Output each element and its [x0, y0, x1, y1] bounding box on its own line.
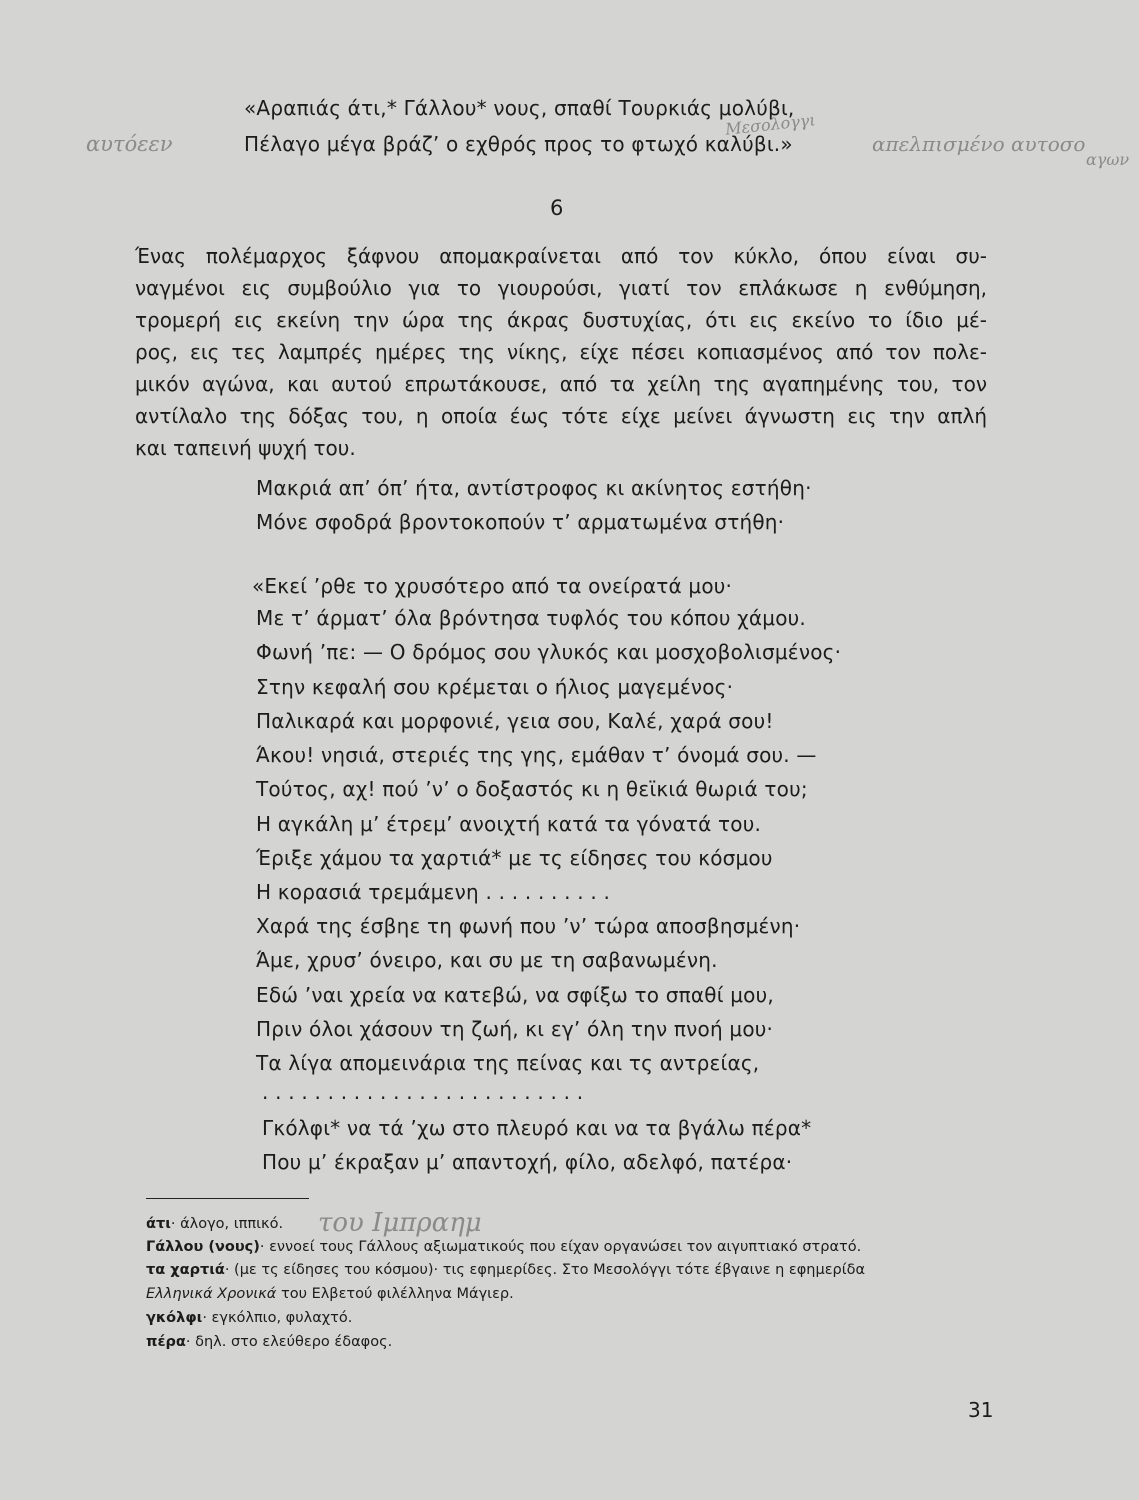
- handwritten-note-left: αυτόεεν: [86, 132, 173, 156]
- verse-line: Με τ’ άρματ’ όλα βρόντησα τυφλός του κόπου χάμου.: [256, 606, 806, 630]
- verse-line: Γκόλφι* να τά ’χω στο πλευρό και να τα βγάλω πέρα*: [262, 1116, 812, 1140]
- footnote-divider: [146, 1198, 309, 1199]
- footnote-text: του Ελβετού φιλέλληνα Μάγιερ.: [280, 1286, 514, 1302]
- verse-line: Η αγκάλη μ’ έτρεμ’ ανοιχτή κατά τα γόνατά του.: [256, 812, 762, 836]
- verse-ellipsis-line: . . . . . . . . . . . . . . . . . . . . . . . . .: [262, 1080, 584, 1104]
- footnote-separator: ·: [259, 1239, 270, 1255]
- footnote-term: τα χαρτιά: [146, 1262, 225, 1278]
- verse-line: Μόνε σφοδρά βροντοκοπούν τ’ αρματωμένα στήθη·: [256, 510, 785, 534]
- verse-line: Η κορασιά τρεμάμενη . . . . . . . . . .: [256, 880, 611, 904]
- prose-line: τρομερή εις εκείνη την ώρα της άκρας δυστυχίας, ότι εις εκείνο το ίδιο μέ-: [135, 308, 987, 332]
- prose-line: μικόν αγώνα, και αυτού επρωτάκουσε, από τα χείλη της αγαπημένης του, τον: [135, 372, 987, 396]
- footnote-text: (με τς είδησες του κόσμου)· τις εφημερίδες. Στο Μεσολόγγι τότε έβγαινε η εφημερίδα: [234, 1262, 866, 1278]
- verse-line: Μακριά απ’ όπ’ ήτα, αντίστροφος κι ακίνητος εστήθη·: [256, 476, 812, 500]
- handwritten-note-above: Μεσολογγι: [724, 110, 817, 139]
- footnote-term: πέρα: [146, 1334, 186, 1350]
- footnote-term: Γάλλου (νους): [146, 1239, 260, 1255]
- footnote-term: άτι: [146, 1216, 171, 1232]
- prose-line: ρος, εις τες λαμπρές ημέρες της νίκης, είχε πέσει κοπιασμένος από τον πολε-: [135, 340, 987, 364]
- footnote-term: γκόλφι: [146, 1310, 203, 1326]
- footnote-text: εννοεί τους Γάλλους αξιωματικούς που είχαν οργανώσει τον αιγυπτιακό στρατό.: [269, 1239, 862, 1255]
- verse-line: Εδώ ’ναι χρεία να κατεβώ, να σφίξω το σπαθί μου,: [256, 983, 774, 1007]
- footnote-separator: ·: [185, 1334, 196, 1350]
- footnote: [146, 1216, 283, 1232]
- footnote-continuation: [146, 1286, 514, 1302]
- prose-line: Ένας πολέμαρχος ξάφνου απομακραίνεται από τον κύκλο, όπου είναι συ-: [135, 244, 987, 268]
- footnote: [146, 1334, 392, 1350]
- top-verse-line: «Αραπιάς άτι,* Γάλλου* νους, σπαθί Τουρκιάς μολύβι,: [244, 96, 795, 120]
- verse-line: Χαρά της έσβηε τη φωνή που ’ν’ τώρα αποσβησμένη·: [256, 914, 801, 938]
- section-number: 6: [550, 196, 564, 220]
- verse-line: Τούτος, αχ! πού ’ν’ ο δοξαστός κι η θεϊκιά θωριά του;: [256, 777, 808, 801]
- newspaper-title: Ελληνικά Χρονικά: [146, 1286, 277, 1302]
- prose-line: ναγμένοι εις συμβούλιο για το γιουρούσι, γιατί τον επλάκωσε η ενθύμηση,: [135, 276, 987, 300]
- footnote: [146, 1239, 861, 1255]
- verse-line: Παλικαρά και μορφονιέ, γεια σου, Καλέ, χαρά σου!: [256, 709, 774, 733]
- footnote-separator: ·: [224, 1262, 235, 1278]
- footnote-separator: ·: [170, 1216, 181, 1232]
- verse-line: Στην κεφαλή σου κρέμεται ο ήλιος μαγεμένος·: [256, 675, 734, 699]
- verse-line: Τα λίγα απομεινάρια της πείνας και τς αντρείας,: [256, 1051, 760, 1075]
- verse-line: Άμε, χρυσ’ όνειρο, και συ με τη σαβανωμένη.: [256, 948, 718, 972]
- top-verse-line: Πέλαγο μέγα βράζ’ ο εχθρός προς το φτωχό καλύβι.»: [244, 132, 793, 156]
- prose-paragraph: [135, 240, 987, 464]
- prose-line: και ταπεινή ψυχή του.: [135, 436, 356, 460]
- handwritten-footnote-note: του Ιμπραημ: [318, 1208, 482, 1238]
- verse-line: Φωνή ’πε: — Ο δρόμος σου γλυκός και μοσχοβολισμένος·: [256, 640, 842, 664]
- prose-line: αντίλαλο της δόξας του, η οποία έως τότε είχε μείνει άγνωστη εις την απλή: [135, 404, 987, 428]
- verse-line: Πριν όλοι χάσουν τη ζωή, κι εγ’ όλη την πνοή μου·: [256, 1017, 774, 1041]
- verse-line: «Εκεί ’ρθε το χρυσότερο από τα ονείρατά μου·: [252, 574, 733, 598]
- footnote-text: εγκόλπιο, φυλαχτό.: [211, 1310, 353, 1326]
- handwritten-note-right: απελπισμένο αυτοσο: [872, 132, 1086, 156]
- verse-line: Που μ’ έκραξαν μ’ απαντοχή, φίλο, αδελφό, πατέρα·: [262, 1150, 793, 1174]
- footnote: [146, 1310, 352, 1326]
- footnote-separator: ·: [202, 1310, 212, 1326]
- handwritten-note-right-2: αγων: [1086, 150, 1130, 169]
- verse-line: Έριξε χάμου τα χαρτιά* με τς είδησες του κόσμου: [256, 846, 773, 870]
- verse-line: Άκου! νησιά, στεριές της γης, εμάθαν τ’ όνομά σου. —: [256, 743, 817, 767]
- footnote-text: άλογο, ιππικό.: [180, 1216, 284, 1232]
- page-number: 31: [968, 1398, 994, 1422]
- footnote-text: δηλ. στο ελεύθερο έδαφος.: [195, 1334, 393, 1350]
- footnote: [146, 1262, 865, 1278]
